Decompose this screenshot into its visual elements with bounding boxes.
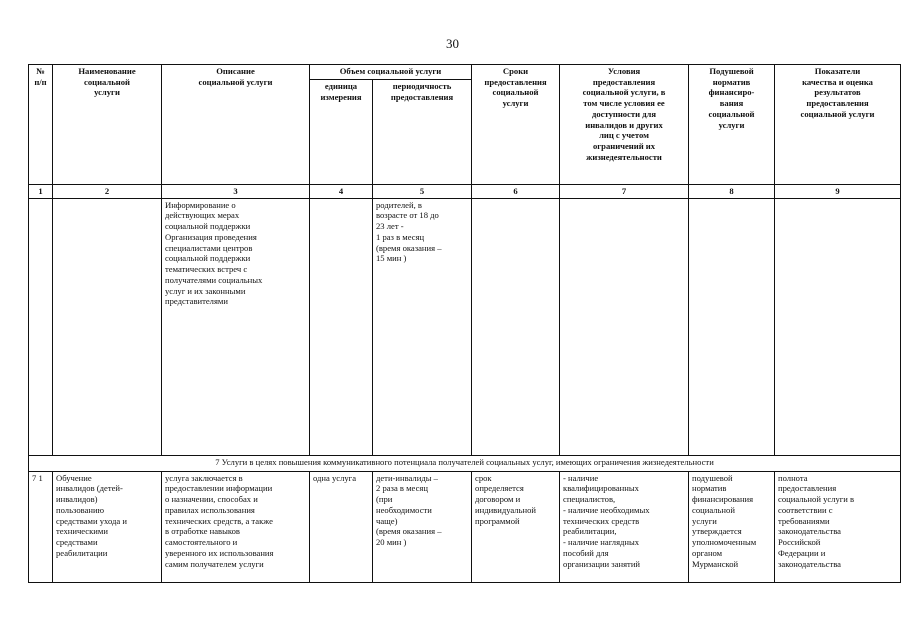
empty-cell (310, 198, 373, 455)
continued-frequency: родителей, в возрасте от 18 до 23 лет - 1 раз в месяц (время оказания – 15 мин ) (373, 198, 472, 455)
header-frequency: периодичность предоставления (373, 80, 472, 185)
header-no: № п/п (29, 65, 53, 185)
section-row (29, 455, 901, 471)
empty-cell (53, 198, 162, 455)
page-number: 30 (446, 36, 459, 51)
empty-cell (472, 198, 560, 455)
service-frequency: дети-инвалиды – 2 раза в месяц (при необходимости чаще) (время оказания – 20 мин ) (373, 471, 472, 582)
row-number: 7 1 (29, 471, 53, 582)
header-unit: единица измерения (310, 80, 373, 185)
service-unit: одна услуга (310, 471, 373, 582)
column-number: 4 (310, 185, 373, 199)
service-name: Обучение инвалидов (детей- инвалидов) пользованию средствами ухода и техническими средствами реабилитации (53, 471, 162, 582)
empty-cell (560, 198, 689, 455)
header-terms: Сроки предоставления социальной услуги (472, 65, 560, 185)
column-number: 5 (373, 185, 472, 199)
empty-cell (29, 198, 53, 455)
column-number: 2 (53, 185, 162, 199)
column-number: 6 (472, 185, 560, 199)
column-number: 3 (162, 185, 310, 199)
continued-description: Информирование о действующих мерах социальной поддержки Организация проведения специалистами центров социальной поддержки тематических встреч с получателями социальных услуг и их законными представителями (162, 198, 310, 455)
service-description: услуга заключается в предоставлении информации о назначении, способах и правилах использования технических средств, а также в отработке навыков самостоятельного и уверенного их использования самим получателем услуги (162, 471, 310, 582)
column-number-row (29, 185, 901, 199)
header-indicators: Показатели качества и оценка результатов предоставления социальной услуги (775, 65, 901, 185)
service-norm: подушевой норматив финансирования социальной услуги утверждается уполномоченным органом Мурманской (689, 471, 775, 582)
header-volume: Объем социальной услуги (310, 65, 472, 80)
column-number: 1 (29, 185, 53, 199)
header-conditions: Условия предоставления социальной услуги, в том числе условия ее доступности для инвалидов и других лиц с учетом ограничений их жизнедеятельности (560, 65, 689, 185)
column-number: 8 (689, 185, 775, 199)
section-title: 7 Услуги в целях повышения коммуникативного потенциала получателей социальных услуг, имеющих ограничения жизнедеятельности (29, 455, 901, 471)
table-row (29, 471, 901, 582)
service-terms: срок определяется договором и индивидуальной программой (472, 471, 560, 582)
continued-row (29, 198, 901, 455)
services-table (28, 64, 901, 583)
header-description: Описание социальной услуги (162, 65, 310, 185)
service-indicators: полнота предоставления социальной услуги в соответствии с требованиями законодательства Российской Федерации и законодательства (775, 471, 901, 582)
header-norm: Подушевой норматив финансиро- вания социальной услуги (689, 65, 775, 185)
column-number: 9 (775, 185, 901, 199)
header-name: Наименование социальной услуги (53, 65, 162, 185)
service-conditions: - наличие квалифицированных специалистов, - наличие необходимых технических средств реабилитации, - наличие наглядных пособий для организации занятий (560, 471, 689, 582)
column-number: 7 (560, 185, 689, 199)
empty-cell (689, 198, 775, 455)
empty-cell (775, 198, 901, 455)
